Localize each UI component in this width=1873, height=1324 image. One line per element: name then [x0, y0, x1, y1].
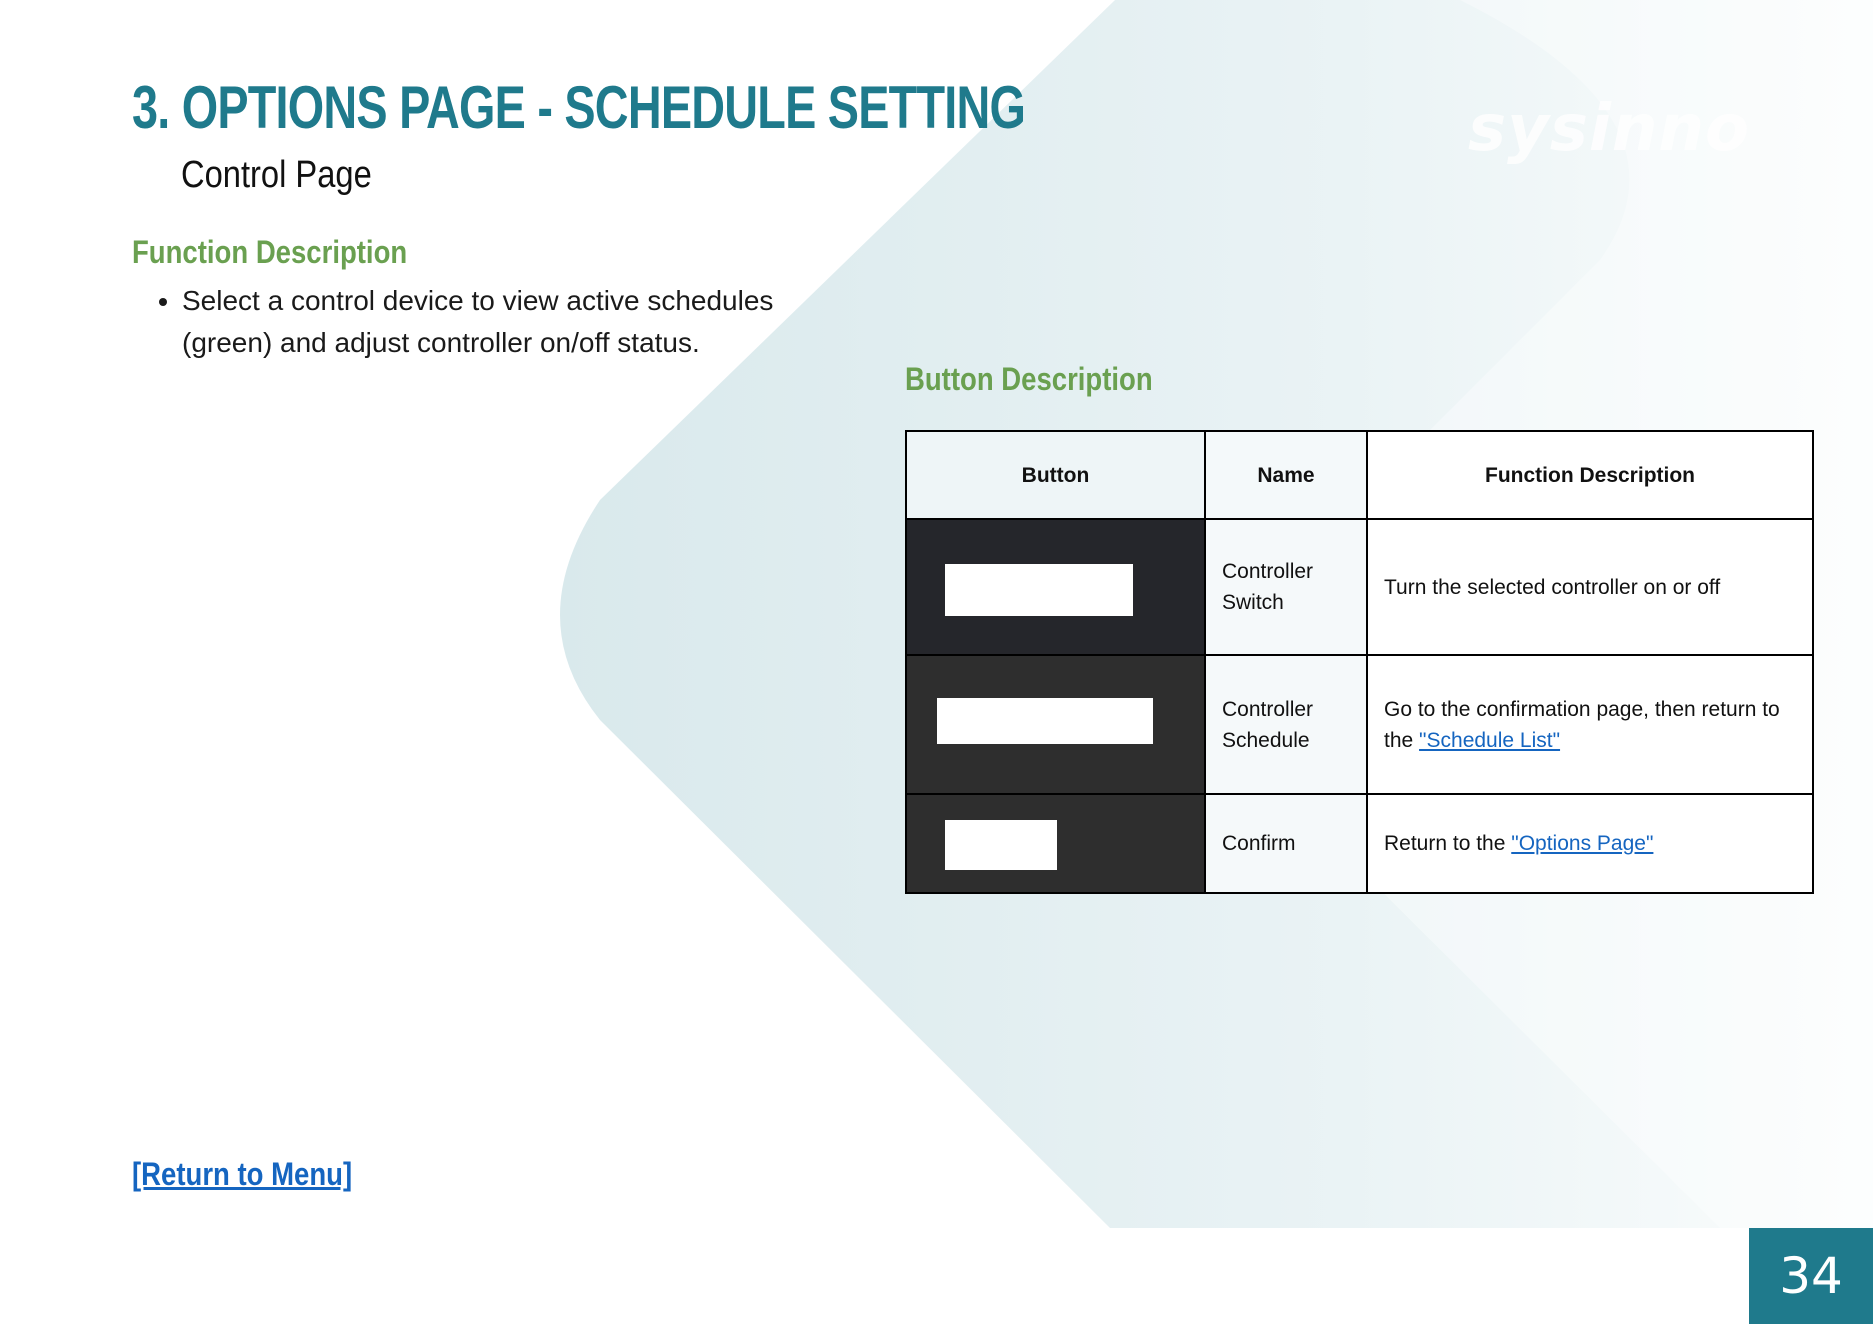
button-name-cell: Confirm — [1205, 794, 1367, 893]
button-name-cell: Controller Switch — [1205, 519, 1367, 655]
table-row — [906, 794, 1813, 893]
button-description-heading: Button Description — [905, 361, 1153, 397]
function-text: Go to the confirmation page, then return to the — [1384, 697, 1780, 752]
schedule-list-link[interactable]: "Schedule List" — [1419, 728, 1561, 752]
button-preview-cell — [906, 794, 1205, 893]
button-name-cell: Controller Schedule — [1205, 655, 1367, 794]
button-description-table — [905, 430, 1814, 894]
button-function-cell — [1367, 794, 1813, 893]
controller-schedule-button-preview — [937, 698, 1153, 744]
button-preview-cell — [906, 655, 1205, 794]
column-header-button: Button — [906, 431, 1205, 519]
controller-switch-button-preview — [945, 564, 1133, 616]
function-text: Turn the selected controller on or off — [1384, 575, 1721, 599]
table-header-row — [906, 431, 1813, 519]
table-row — [906, 655, 1813, 794]
return-to-menu-link[interactable]: [Return to Menu] — [132, 1156, 353, 1192]
page-number-badge: 34 — [1749, 1228, 1873, 1324]
button-preview-cell — [906, 519, 1205, 655]
page-title: 3. OPTIONS PAGE - SCHEDULE SETTING — [132, 74, 1026, 141]
column-header-name: Name — [1205, 431, 1367, 519]
button-function-cell — [1367, 655, 1813, 794]
button-function-cell — [1367, 519, 1813, 655]
function-text: Return to the — [1384, 832, 1506, 855]
confirm-button-preview — [945, 820, 1057, 870]
brand-logo: sysinno — [1468, 92, 1750, 166]
column-header-function: Function Description — [1367, 431, 1813, 519]
options-page-link[interactable]: "Options Page" — [1511, 832, 1654, 855]
list-item: • Select a control device to view active schedules (green) and adjust controller on/off status. — [182, 280, 862, 364]
function-description-heading: Function Description — [132, 234, 408, 270]
function-description-list — [142, 280, 862, 364]
page-subtitle: Control Page — [181, 154, 372, 196]
table-row — [906, 519, 1813, 655]
